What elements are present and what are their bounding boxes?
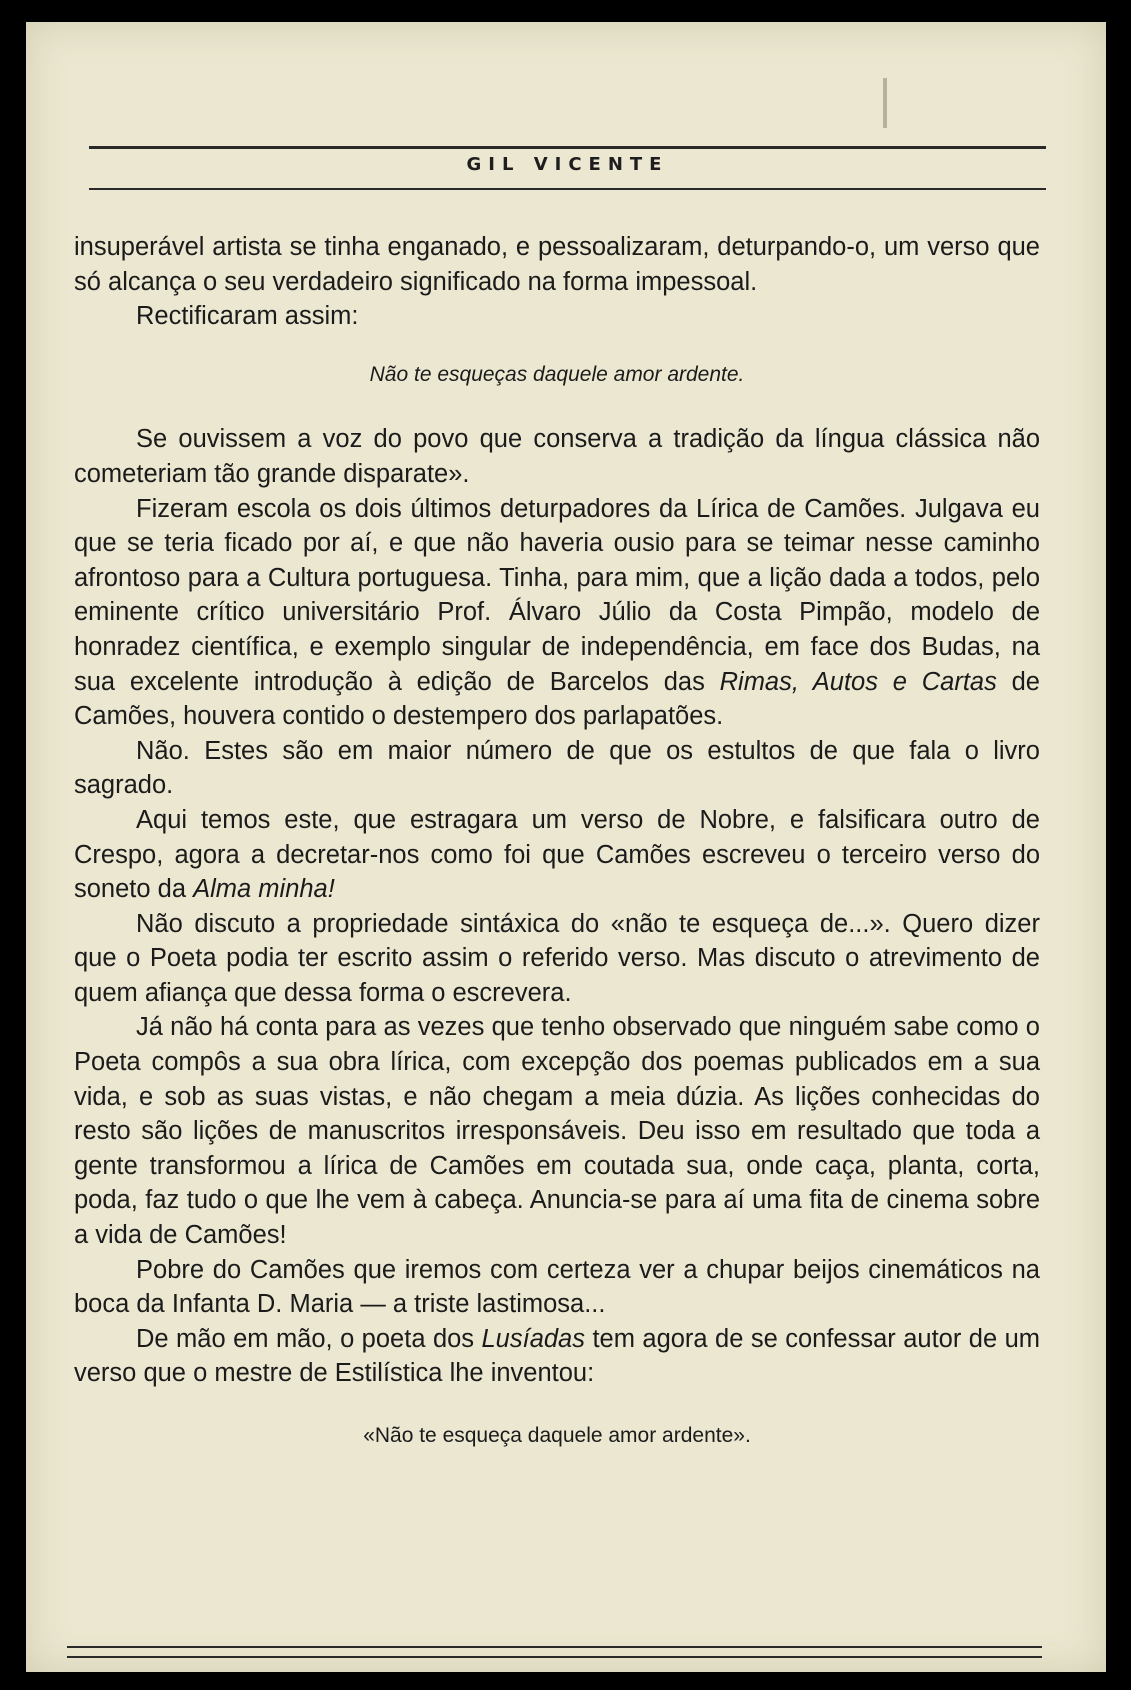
paragraph-6-text-a: Aqui temos este, que estragara um verso de Nobre, e falsificara outro de Crespo, agora a decretar-nos como foi que Camões escreveu o terceiro verso do soneto da — [74, 805, 1040, 904]
article-body — [74, 230, 1040, 1454]
paper-smudge — [883, 78, 887, 128]
paragraph-10-text-a: De mão em mão, o poeta dos — [136, 1324, 482, 1353]
header-rule-bottom — [89, 188, 1046, 190]
quoted-verse-2: «Não te esqueça daquele amor ardente». — [363, 1424, 751, 1447]
book-title-rimas: Rimas, Autos e Cartas — [719, 667, 997, 696]
paragraph-7: Não discuto a propriedade sintáxica do «não te esqueça de...». Quero dizer que o Poeta podia ter escrito assim o referido verso. Mas discuto o atrevimento de quem afiança que dessa forma o escrevera. — [74, 909, 1040, 1007]
paragraph-4-text-b: de Camões, houvera contido o destempero dos parlapatões. — [74, 667, 1040, 731]
paragraph-5: Não. Estes são em maior número de que os estultos de que fala o livro sagrado. — [74, 736, 1040, 800]
sonnet-title: Alma minha! — [193, 875, 335, 904]
paragraph-4 — [74, 492, 1040, 734]
paragraph-8: Já não há conta para as vezes que tenho observado que ninguém sabe como o Poeta compôs a sua obra lírica, com excepção dos poemas publicados em a sua vida, e sob as suas vistas, e não chegam a meia dúzia. As lições conhecidas do resto são lições de manuscritos irresponsáveis. Deu isso em resultado que toda a gente transformou a lírica de Camões em coutada sua, onde caça, planta, corta, poda, faz tudo o que lhe vem à cabeça. Anuncia-se para aí uma fita de cinema sobre a vida de Camões! — [74, 1013, 1040, 1250]
paragraph-10-text-b: tem agora de se confessar autor de um verso que o mestre de Estilística lhe inventou: — [74, 1324, 1040, 1388]
paragraph-6 — [74, 803, 1040, 907]
paragraph-10 — [74, 1322, 1040, 1391]
header-rule-top — [89, 146, 1046, 149]
paragraph-2: Rectificaram assim: — [136, 302, 359, 331]
paragraph-1: insuperável artista se tinha enganado, e pessoalizaram, deturpando-o, um verso que só alcança o seu verdadeiro significado na forma impessoal. — [74, 233, 1040, 296]
paragraph-9: Pobre do Camões que iremos com certeza ver a chupar beijos cinemáticos na boca da Infanta D. Maria — a triste lastimosa... — [74, 1255, 1040, 1319]
quoted-verse-1: Não te esqueças daquele amor ardente. — [369, 362, 745, 386]
book-title-lusiadas: Lusíadas — [481, 1324, 585, 1353]
running-header: GIL VICENTE — [466, 154, 669, 175]
footer-rule-1 — [67, 1646, 1042, 1648]
footer-rule-2 — [67, 1656, 1042, 1658]
paragraph-4-text-a: Fizeram escola os dois últimos deturpadores da Lírica de Camões. Julgava eu que se teria ficado por aí, e que não haveria ousio para se teimar nesse caminho afrontoso para a Cultura portuguesa. Tinha, para mim, que a lição dada a todos, pelo eminente crítico universitário Prof. Álvaro Júlio da Costa Pimpão, modelo de honradez científica, e exemplo singular de independência, em face dos Budas, na sua excelente introdução à edição de Barcelos das — [74, 494, 1040, 696]
paragraph-3: Se ouvissem a voz do povo que conserva a tradição da língua clássica não cometeriam tão grande disparate». — [74, 425, 1040, 488]
